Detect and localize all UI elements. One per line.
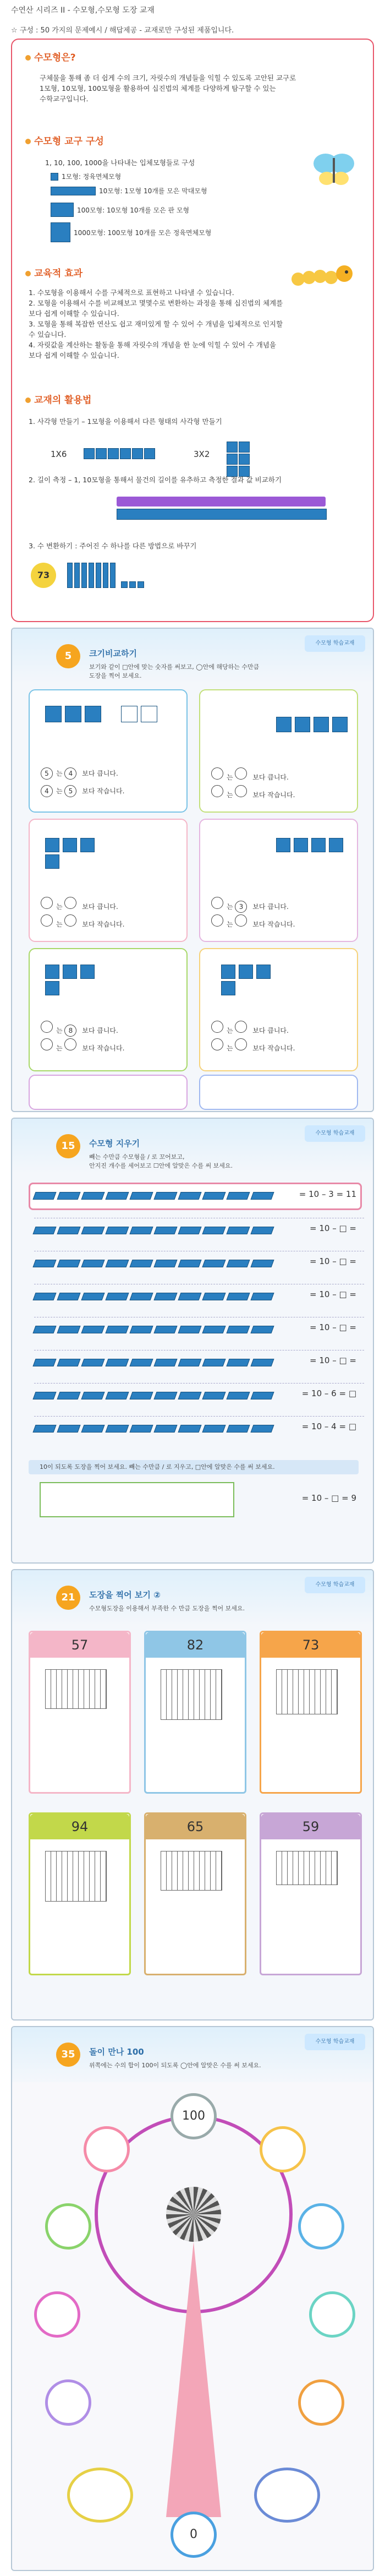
component-1000: 1000모형: 100모형 10개를 모은 정육면체모형 — [51, 222, 211, 242]
stamp-column-82: 82 — [144, 1631, 246, 1794]
equation-8: = 10 – 4 = □ — [301, 1422, 356, 1431]
bubble-5[interactable] — [34, 2291, 80, 2338]
components-lead: 1, 10, 100, 1000을 나타내는 입체모형들로 구성 — [45, 159, 195, 167]
panel-1-cubes — [45, 706, 172, 725]
bottom-bubble: 0 — [170, 2512, 217, 2558]
section-title-usage: 교재의 활용법 — [25, 392, 91, 406]
compare-panel-5: 는 8 보다 큽니다. 는 보다 작습니다. — [29, 948, 188, 1071]
equation-6: = 10 – □ = — [310, 1355, 356, 1365]
component-100: 100모형: 10모형 10개를 모은 판 모형 — [51, 203, 189, 217]
section-title-components: 수모형 교구 구성 — [25, 133, 104, 147]
lesson-badge: 35 — [56, 2043, 80, 2067]
measure-rod — [117, 509, 327, 520]
usage-3: 3. 수 변환하기 : 주어진 수 하나를 다른 방법으로 바꾸기 — [29, 542, 197, 550]
stamp-column-57: 57 — [29, 1631, 131, 1794]
pencil-icon — [117, 497, 326, 507]
compare-panel-8 — [199, 1075, 358, 1110]
section-text-what: 구체물을 통해 좀 더 쉽게 수의 크기, 자릿수의 개념들을 익힐 수 있도록 고안된 교구로 1모형, 10모형, 100모형을 활용하여 십진법의 체계를 다양하게 탐구할 수 있는 수학교구입니다. — [40, 74, 296, 103]
big-cube-icon — [51, 222, 70, 242]
usage-3-blocks — [67, 563, 147, 588]
wheel-stand — [166, 2242, 221, 2517]
stamp-column-59: 59 — [260, 1812, 362, 1975]
lesson-badge: 15 — [56, 1134, 80, 1158]
bubble-2[interactable] — [260, 2126, 306, 2172]
compare-panel-1: 5 는 4 보다 큽니다. 4 는 5 보다 작습니다. — [29, 689, 188, 813]
component-10: 10모형: 1모형 10개를 모은 막대모형 — [51, 186, 207, 195]
butterfly-icon — [309, 144, 359, 194]
worksheet-stamps — [11, 1569, 374, 2021]
worksheet-tag: 수모형 학습교재 — [305, 635, 365, 652]
bubble-6[interactable] — [309, 2291, 355, 2338]
panel-2-cubes — [276, 717, 359, 734]
compare-panel-7 — [29, 1075, 188, 1110]
equation-7: = 10 – 6 = □ — [301, 1388, 356, 1398]
usage-1-label-a: 1X6 — [51, 449, 67, 459]
rods-stamp — [161, 1669, 222, 1720]
stamp-column-73: 73 — [260, 1631, 362, 1794]
rods-stamp — [276, 1851, 338, 1885]
equation-2: = 10 – □ = — [310, 1223, 356, 1233]
worksheet-make-100 — [11, 2026, 374, 2571]
worksheet-instruction: 위쪽에는 수의 합이 100이 되도록 ◯안에 알맞은 수를 써 보세요. — [89, 2062, 261, 2069]
panel-4-cubes — [276, 838, 359, 854]
worksheet-subtract — [11, 1118, 374, 1564]
bubble-7[interactable] — [45, 2379, 91, 2426]
number-73-badge: 73 — [31, 563, 56, 588]
usage-1: 1. 사각형 만들기 – 1모형을 이용해서 다른 형태의 사각형 만들기 — [29, 417, 222, 426]
worksheet-tag: 수모형 학습교재 — [305, 1577, 365, 1593]
worksheet-tag: 수모형 학습교재 — [305, 2034, 365, 2050]
bubble-9[interactable] — [67, 2468, 133, 2523]
rect-3x2 — [227, 442, 262, 478]
note-text: 10이 되도록 도장을 찍어 보세요. 빼는 수만큼 / 로 지우고, □안에 알맞은 수를 써 보세요. — [40, 1463, 275, 1471]
worksheet-tag: 수모형 학습교재 — [305, 1125, 365, 1142]
worksheet-compare — [11, 628, 374, 1112]
rods-stamp — [161, 1851, 222, 1891]
equation-3: = 10 – □ = — [310, 1256, 356, 1266]
bubble-10[interactable] — [254, 2468, 320, 2523]
worksheet-title: 크기비교하기 — [89, 649, 137, 658]
header-subtitle: ☆ 구성 : 50 가지의 문제예시 / 해답제공 - 교재로만 구성된 제품입니다. — [11, 26, 234, 35]
rods-stamp — [276, 1669, 338, 1714]
worksheet-instruction: 수모형도장을 이용해서 부족한 수 만큼 도장을 찍어 보세요. — [89, 1605, 245, 1612]
bubble-8[interactable] — [298, 2379, 344, 2426]
equation-last: = 10 – □ = 9 — [301, 1493, 356, 1503]
unit-cube-icon — [51, 173, 58, 181]
panel-5-cubes — [45, 965, 111, 998]
panel-6-cubes — [221, 965, 287, 998]
stamp-column-65: 65 — [144, 1812, 246, 1975]
worksheet-instruction: 빼는 수만큼 수모형을 / 로 꼬어보고, 안지진 개수를 세어보고 ☐안에 알맞은 수를 써 보세요. — [89, 1153, 233, 1169]
bubble-3[interactable] — [45, 2203, 91, 2250]
free-box[interactable] — [40, 1482, 234, 1517]
header-title: 수연산 시리즈 II - 수모형,수모형 도장 교재 — [11, 6, 155, 15]
worksheet-title: 돌이 만나 100 — [89, 2047, 144, 2057]
compare-panel-6: 는 보다 큽니다. 는 보다 작습니다. — [199, 948, 358, 1071]
rect-1x6 — [84, 448, 156, 459]
panel-3-cubes — [45, 838, 111, 871]
section-title-what: 수모형은? — [25, 50, 76, 63]
flat-icon — [51, 203, 74, 217]
usage-2: 2. 길이 측정 – 1, 10모형을 통해서 물건의 길이를 유추하고 측정한 결과 값 비교하기 — [29, 476, 282, 484]
lesson-badge: 21 — [56, 1586, 80, 1610]
equation-4: = 10 – □ = — [310, 1289, 356, 1299]
compare-panel-2: 는 보다 큽니다. 는 보다 작습니다. — [199, 689, 358, 813]
lesson-badge: 5 — [56, 644, 80, 668]
section-title-effects: 교육적 효과 — [25, 265, 82, 279]
bubble-4[interactable] — [298, 2203, 344, 2250]
bubble-1[interactable] — [84, 2126, 130, 2172]
worksheet-instruction: 보기와 같이 □안에 맞는 숫자를 써보고, ◯안에 해당하는 수만큼 도장을 찍어 보세요. — [89, 663, 260, 679]
worksheet-title: 도장을 찍어 보기 ② — [89, 1590, 161, 1600]
intro-card — [11, 39, 374, 622]
stamp-column-94: 94 — [29, 1812, 131, 1975]
rod-icon — [51, 187, 96, 195]
worksheet-title: 수모형 지우기 — [89, 1139, 140, 1148]
compare-panel-3: 는 보다 큽니다. 는 보다 작습니다. — [29, 819, 188, 942]
compare-panel-4: 는 3 보다 큽니다. 는 보다 작습니다. — [199, 819, 358, 942]
component-1: 1모형: 정육면체모형 — [51, 172, 121, 181]
top-bubble: 100 — [170, 2093, 217, 2139]
equation-5: = 10 – □ = — [310, 1322, 356, 1332]
wheel-hub — [166, 2187, 221, 2242]
rods-stamp — [45, 1669, 107, 1709]
rods-stamp — [45, 1851, 107, 1902]
equation-1: = 10 – 3 = 11 — [299, 1189, 356, 1199]
effects-list: 1. 수모형을 이용해서 수를 구체적으로 표현하고 나타낼 수 있습니다. 2. 모형을 이용해서 수를 비교해보고 몇몇수로 변환하는 과정을 통해 십진법의 체계를 보다 쉽게 이해할 수 있습니다. 3. 모형을 통해 복잡한 연산도 쉽고 재미있게 할 수 있어 수 개념을 입체적으로 인지할 수 있습니다. 4. 자릿값을 계산하는 활동을 통해 자릿수의 개념을 한 눈에 익힐 수 있어 수 개념을 보다 쉽게 이해할 수 있습니다. — [29, 288, 283, 360]
usage-1-label-b: 3X2 — [194, 449, 210, 459]
